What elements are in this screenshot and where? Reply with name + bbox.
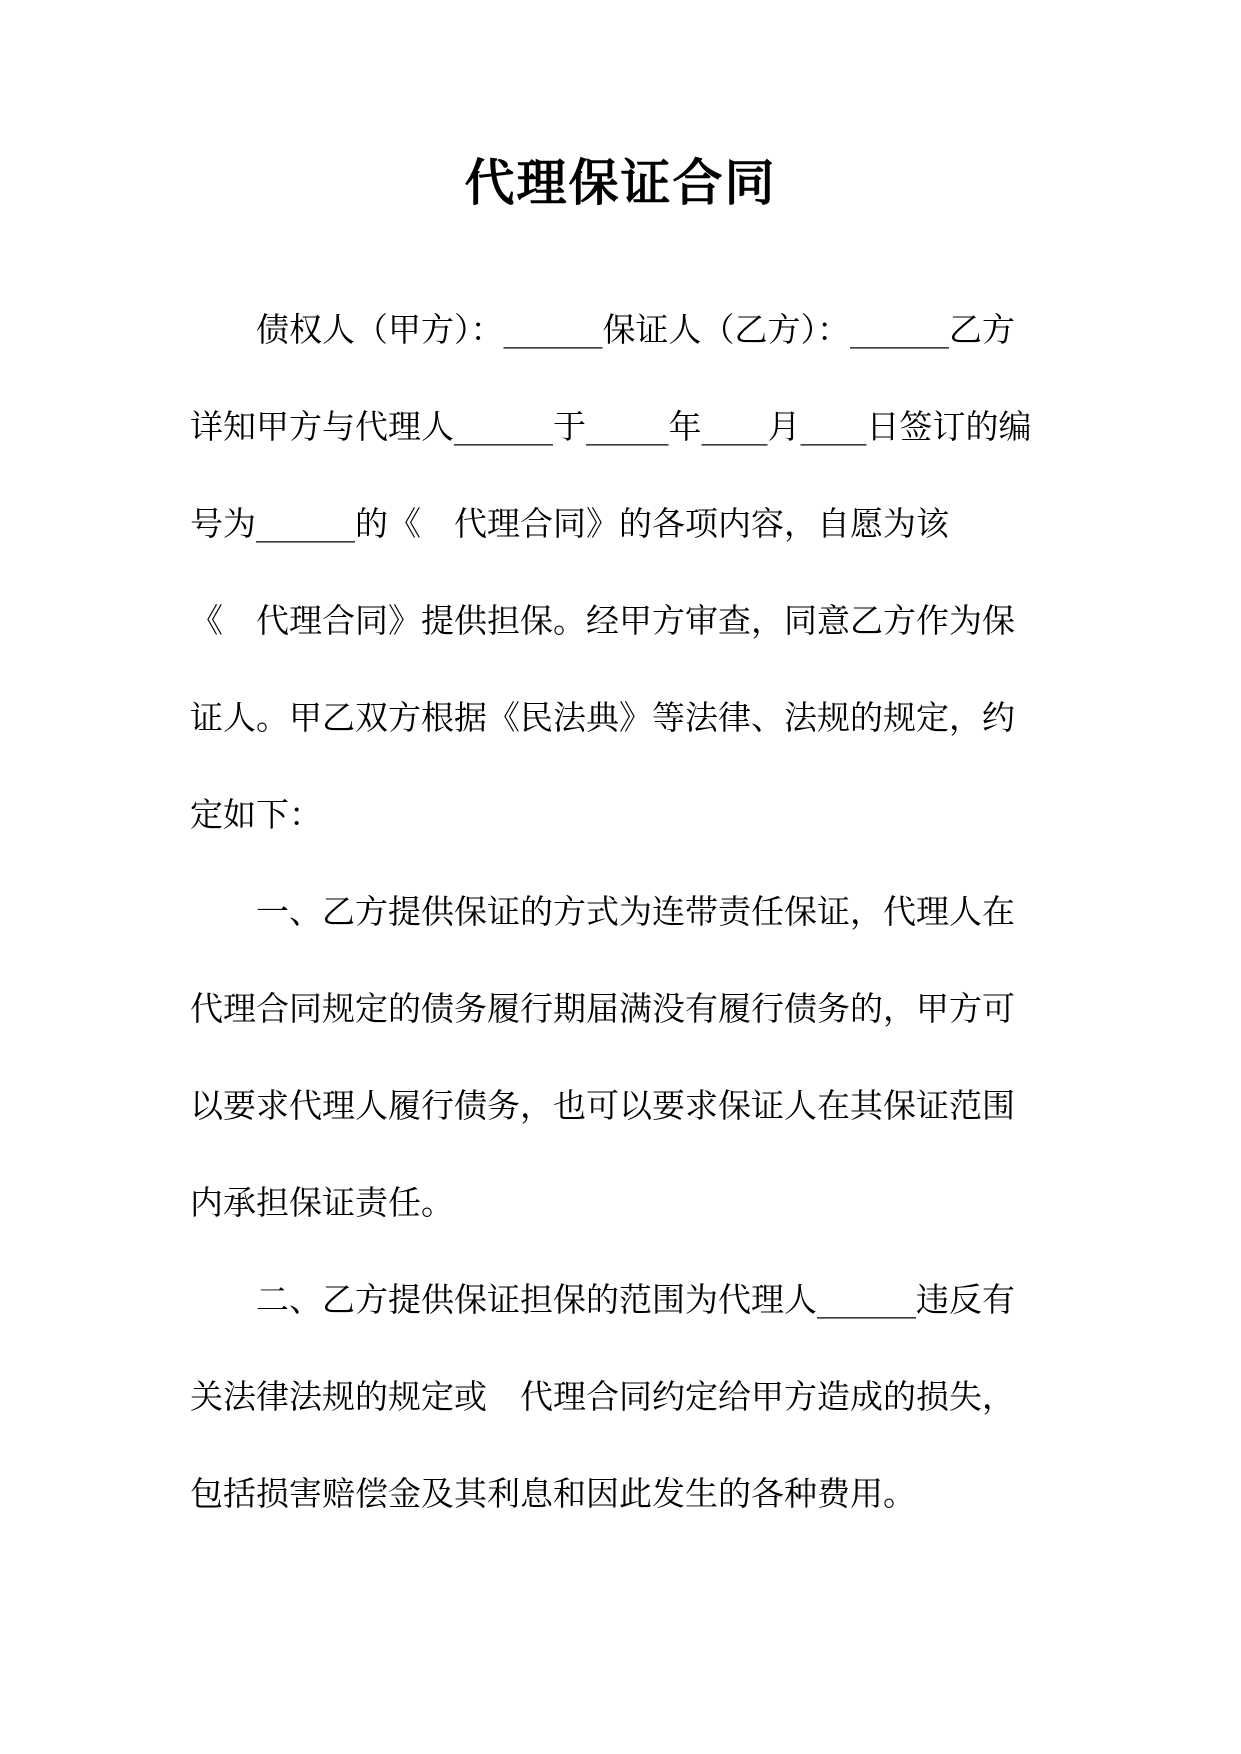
document-title: 代理保证合同 [464, 154, 777, 212]
paragraph-line: 二、乙方提供保证担保的范围为代理人______违反有 [256, 1280, 1015, 1319]
paragraph-line: 内承担保证责任。 [190, 1183, 454, 1222]
paragraph-line: 以要求代理人履行债务，也可以要求保证人在其保证范围 [190, 1086, 1015, 1125]
paragraph-line: 代理合同规定的债务履行期届满没有履行债务的，甲方可 [190, 989, 1015, 1028]
paragraph-line: 包括损害赔偿金及其利息和因此发生的各种费用。 [190, 1474, 916, 1513]
paragraph-line: 证人。甲乙双方根据《民法典》等法律、法规的规定，约 [190, 698, 1015, 737]
paragraph-line: 《 代理合同》提供担保。经甲方审查，同意乙方作为保 [190, 601, 1015, 640]
paragraph-line: 详知甲方与代理人______于_____年____月____日签订的编 [190, 407, 1032, 446]
paragraph-line: 关法律法规的规定或 代理合同约定给甲方造成的损失， [190, 1377, 1015, 1416]
paragraph-line: 一、乙方提供保证的方式为连带责任保证，代理人在 [256, 892, 1015, 931]
paragraph-line: 定如下： [190, 795, 322, 834]
paragraph-line: 债权人（甲方）：______保证人（乙方）：______乙方 [256, 310, 1015, 349]
paragraph-line: 号为______的《 代理合同》的各项内容，自愿为该 [190, 504, 949, 543]
